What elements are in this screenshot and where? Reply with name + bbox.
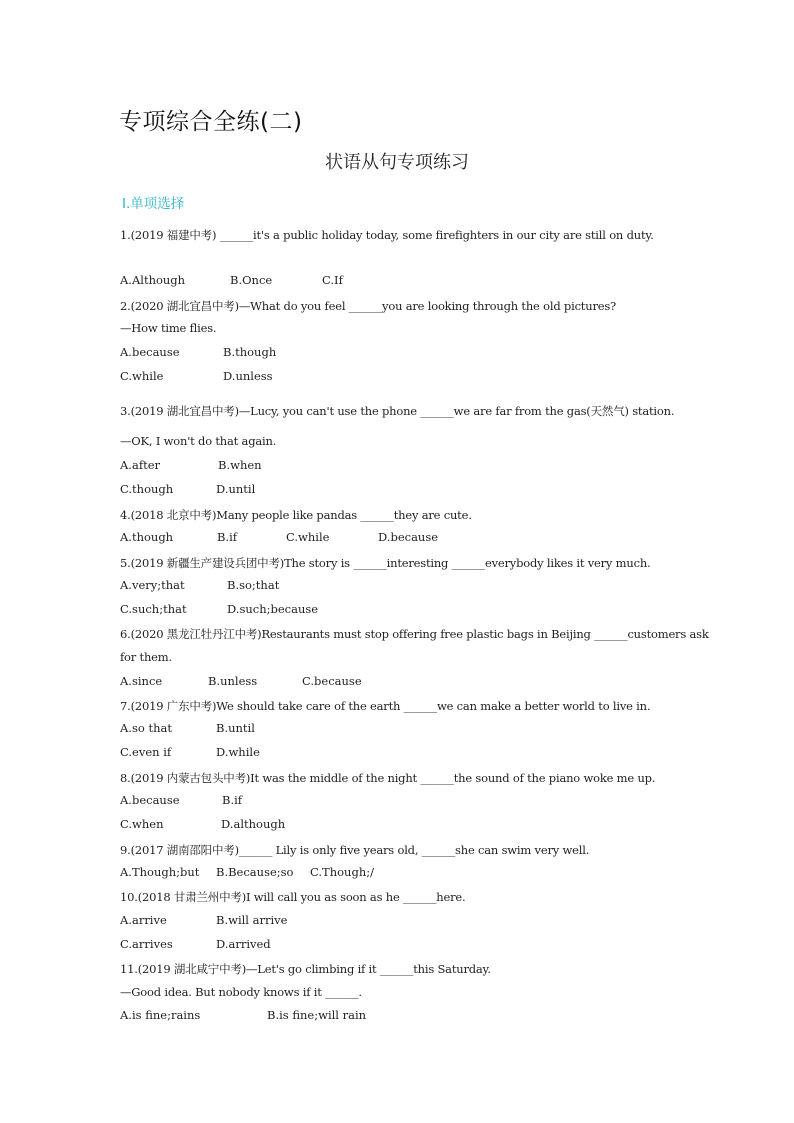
question-11-stem: 11.(2019 湖北咸宁中考)—Let's go climbing if it ______this Saturday. [120,962,491,976]
option-c: C.arrives [120,937,173,951]
question-3-reply: —OK, I won't do that again. [120,434,277,448]
question-2-stem: 2.(2020 湖北宜昌中考)—What do you feel ______you are looking through the old pictures? [120,299,617,313]
option-b: B.until [216,721,255,735]
option-c: C.when [120,817,164,831]
option-b: B.Once [230,273,273,287]
option-d: D.while [216,745,260,759]
option-b: B.will arrive [216,913,288,927]
question-5-stem: 5.(2019 新疆生产建设兵团中考)The story is ______interesting ______everybody likes it very much. [120,556,651,570]
option-b: B.so;that [227,578,280,592]
section-heading: Ⅰ.单项选择 [122,196,185,212]
option-b: B.if [222,793,243,807]
option-b: B.is fine;will rain [267,1008,367,1022]
option-c: C.such;that [120,602,187,616]
question-2-reply: —How time flies. [120,321,217,335]
option-d: D.until [216,482,256,496]
option-b: B.if [217,530,238,544]
option-b: B.when [218,458,262,472]
option-c: C.Though;/ [310,865,374,879]
page-subtitle: 状语从句专项练习 [325,152,469,173]
option-c: C.even if [120,745,172,759]
option-c: C.while [120,369,164,383]
question-10-stem: 10.(2018 甘肃兰州中考)I will call you as soon as he ______here. [120,890,466,904]
option-c: C.because [302,674,362,688]
question-3-stem: 3.(2019 湖北宜昌中考)—Lucy, you can't use the phone ______we are far from the gas(天然气) station. [120,404,675,418]
question-7-stem: 7.(2019 广东中考)We should take care of the earth ______we can make a better world to live in. [120,699,651,713]
option-a: A.because [120,793,180,807]
option-b: B.unless [208,674,258,688]
option-a: A.is fine;rains [120,1008,201,1022]
question-6-stem-continued: for them. [120,650,172,664]
option-b: B.though [223,345,277,359]
option-b: B.Because;so [216,865,294,879]
option-a: A.since [120,674,163,688]
option-a: A.because [120,345,180,359]
page-title: 专项综合全练(二) [119,109,303,135]
option-a: A.though [120,530,174,544]
option-c: C.If [322,273,343,287]
option-d: D.arrived [216,937,271,951]
question-8-stem: 8.(2019 内蒙古包头中考)It was the middle of the night ______the sound of the piano woke me up. [120,771,656,785]
question-11-reply: —Good idea. But nobody knows if it ______. [120,985,362,999]
option-a: A.Though;but [120,865,200,879]
question-4-stem: 4.(2018 北京中考)Many people like pandas ______they are cute. [120,508,472,522]
option-a: A.after [120,458,160,472]
option-a: A.arrive [120,913,167,927]
option-d: D.although [221,817,286,831]
option-d: D.because [378,530,439,544]
option-c: C.while [286,530,330,544]
question-1-stem: 1.(2019 福建中考) ______it's a public holiday today, some firefighters in our city are still on duty. [120,228,654,242]
question-9-stem: 9.(2017 湖南邵阳中考)______ Lily is only five years old, ______she can swim very well. [120,843,590,857]
option-a: A.Although [120,273,186,287]
option-c: C.though [120,482,174,496]
option-d: D.such;because [227,602,319,616]
option-a: A.so that [120,721,172,735]
question-6-stem: 6.(2020 黑龙江牡丹江中考)Restaurants must stop offering free plastic bags in Beijing ______customers ask [120,627,709,641]
option-a: A.very;that [120,578,185,592]
option-d: D.unless [223,369,273,383]
